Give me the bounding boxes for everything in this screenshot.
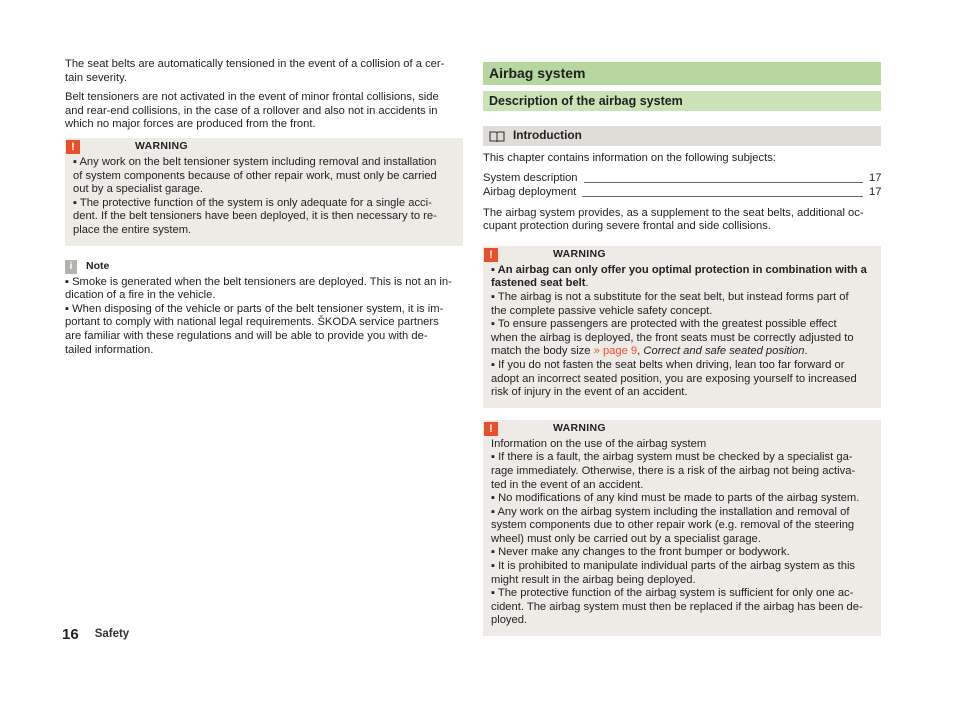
warning-icon: ! [484, 422, 498, 436]
subsection-heading: Description of the airbag system [483, 91, 881, 111]
warning-line: adopt an incorrect seated position, you are exposing yourself to increased [491, 372, 857, 385]
belt-tensioner-warning-box [65, 138, 463, 246]
page-number: 16 [62, 626, 79, 643]
introduction-heading [483, 126, 881, 146]
info-icon: i [65, 260, 77, 274]
warning-title: WARNING [553, 421, 606, 434]
warning-title: WARNING [553, 247, 606, 260]
toc-entry-system-description[interactable] [483, 172, 881, 186]
note-line: ▪ Smoke is generated when the belt tensioners are deployed. This is not an in- [65, 275, 452, 288]
toc-label: Airbag deployment [483, 186, 577, 198]
warning-line: match the body size » page 9, Correct and safe seated position. [491, 345, 808, 358]
warning-line: might result in the airbag being deployed. [491, 573, 696, 586]
warning-header [483, 246, 873, 264]
note-body [65, 276, 463, 358]
warning-line: ▪ To ensure passengers are protected with the greatest possible effect [491, 318, 837, 331]
warning-line: ▪ No modifications of any kind must be made to parts of the airbag system. [491, 492, 860, 505]
right-column [483, 62, 881, 648]
section-label: Safety [94, 628, 130, 640]
note-title: Note [86, 259, 110, 272]
warning-line: risk of injury in the event of an accident. [491, 386, 688, 399]
warning-line: place the entire system. [73, 223, 192, 236]
note-line: are familiar with these regulations and will be able to provide you with de- [65, 329, 428, 342]
warning-line: of system components because of other repair work, must only be carried [73, 169, 437, 182]
warning-title: WARNING [135, 140, 188, 153]
warning-icon: ! [66, 140, 80, 154]
note-header [65, 258, 463, 276]
book-icon [489, 130, 505, 142]
warning-line: Information on the use of the airbag system [491, 437, 707, 450]
toc-leader [584, 182, 863, 183]
warning-line: ▪ It is prohibited to manipulate individual parts of the airbag system as this [491, 560, 856, 573]
note-line: tailed information. [65, 343, 154, 356]
belt-tensioner-paragraph: Belt tensioners are not activated in the event of minor frontal collisions, side and rear-end collisions, in the case of a rollover and also not in accidents in which no major forces are produced from the front. [65, 91, 439, 131]
introduction-title: Introduction [513, 128, 582, 143]
seat-belt-tension-paragraph: The seat belts are automatically tensioned in the event of a collision of a cer- tain severity. [65, 58, 445, 84]
left-column [65, 58, 463, 357]
warning-line: ted in the event of an accident. [491, 478, 644, 491]
warning-line: ▪ Any work on the belt tensioner system including removal and installation [73, 155, 437, 168]
warning-line: wheel) must only be carried out by a specialist garage. [491, 532, 761, 545]
warning-line: ▪ If you do not fasten the seat belts when driving, lean too far forward or [491, 358, 845, 371]
warning-icon: ! [484, 248, 498, 262]
warning-line: system components due to other repair work (e.g. removal of the steering [491, 519, 855, 532]
warning-line: ▪ An airbag can only offer you optimal protection in combination with a [491, 263, 867, 276]
warning-line: ployed. [491, 614, 528, 627]
note-line: dication of a fire in the vehicle. [65, 289, 216, 302]
toc-leader [582, 196, 863, 197]
toc-page: 17 [869, 186, 882, 198]
table-of-contents [483, 172, 881, 200]
page-link[interactable]: » page 9 [593, 345, 638, 358]
warning-line: dent. If the belt tensioners have been deployed, it is then necessary to re- [73, 210, 437, 223]
airbag-system-paragraph: The airbag system provides, as a supplement to the seat belts, additional oc- cupant protection during severe frontal and side collisions. [483, 206, 864, 233]
warning-line: ▪ If there is a fault, the airbag system must be checked by a specialist ga- [491, 451, 853, 464]
warning-line: when the airbag is deployed, the front seats must be correctly adjusted to [491, 331, 854, 344]
intro-text: This chapter contains information on the following subjects: [483, 152, 776, 164]
warning-line: ▪ The protective function of the system is only adequate for a single acci- [73, 196, 432, 209]
warning-line: the complete passive vehicle safety concept. [491, 304, 713, 317]
note-line: portant to comply with national legal requirements. ŠKODA service partners [65, 316, 439, 329]
warning-line: ▪ The airbag is not a substitute for the seat belt, but instead forms part of [491, 290, 849, 303]
warning-line: out by a specialist garage. [73, 183, 203, 196]
airbag-warning-box [483, 246, 881, 408]
note-line: ▪ When disposing of the vehicle or parts of the belt tensioner system, it is im- [65, 302, 444, 315]
warning-line: ▪ The protective function of the airbag system is sufficient for only one ac- [491, 587, 854, 600]
warning-line: ▪ Any work on the airbag system including the installation and removal of [491, 505, 850, 518]
airbag-usage-warning-box [483, 420, 881, 636]
page-footer [62, 628, 129, 642]
toc-page: 17 [869, 172, 882, 184]
section-heading: Airbag system [483, 62, 881, 85]
warning-line: cident. The airbag system must then be replaced if the airbag has been de- [491, 600, 863, 613]
warning-line: rage immediately. Otherwise, there is a risk of the airbag not being activa- [491, 464, 856, 477]
toc-entry-airbag-deployment[interactable] [483, 186, 881, 200]
warning-line: ▪ Never make any changes to the front bumper or bodywork. [491, 546, 790, 559]
warning-line: fastened seat belt. [491, 277, 589, 290]
warning-header [65, 138, 455, 156]
toc-label: System description [483, 172, 578, 184]
warning-header [483, 420, 873, 438]
